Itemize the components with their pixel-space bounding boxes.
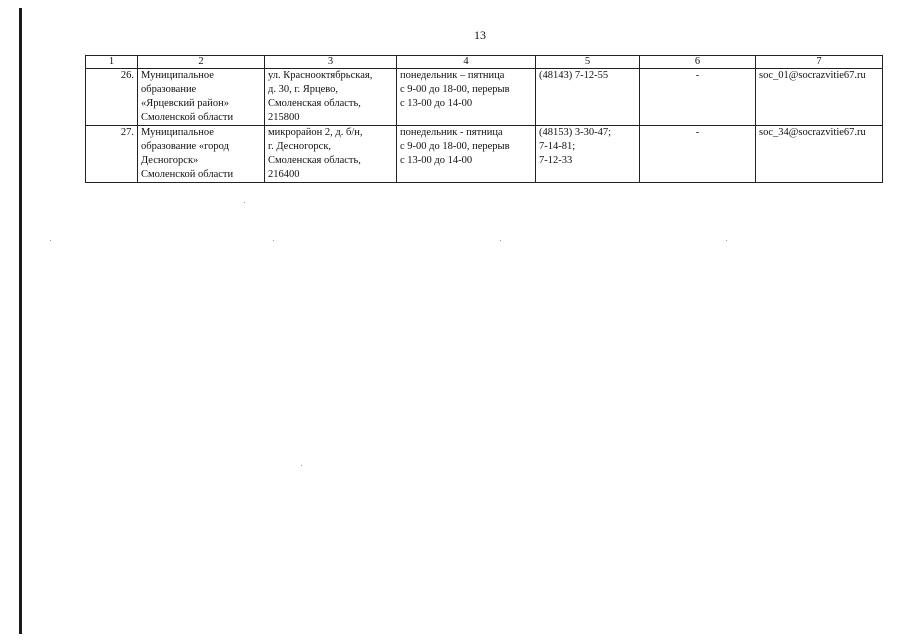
hours-line: понедельник – пятница <box>400 70 505 81</box>
column-header: 5 <box>536 56 640 69</box>
column-six-cell: - <box>640 69 756 126</box>
organization-line: Муниципальное <box>141 70 214 81</box>
scan-speck <box>50 240 51 241</box>
address-cell <box>265 126 397 183</box>
scan-speck <box>726 240 727 241</box>
address-line: д. 30, г. Ярцево, <box>268 84 339 95</box>
hours-line: с 13-00 до 14-00 <box>400 155 473 166</box>
page-number: 13 <box>474 28 486 42</box>
phone-line: 7-12-33 <box>539 155 573 166</box>
table-row <box>86 69 883 126</box>
scan-speck <box>301 465 302 466</box>
email-cell: soc_34@socrazvitie67.ru <box>756 126 883 183</box>
scan-speck <box>244 202 245 203</box>
column-header: 1 <box>86 56 138 69</box>
organization-line: Десногорск» <box>141 155 199 166</box>
organization-line: «Ярцевский район» <box>141 98 229 109</box>
column-header: 7 <box>756 56 883 69</box>
organization-line: Смоленской области <box>141 169 234 180</box>
phone-line: 7-14-81; <box>539 141 576 152</box>
hours-line: с 13-00 до 14-00 <box>400 98 473 109</box>
organization-line: образование «город <box>141 141 229 152</box>
scan-edge-line <box>19 8 22 634</box>
hours-cell <box>397 69 536 126</box>
address-line: ул. Краснооктябрьская, <box>268 70 373 81</box>
column-header: 4 <box>397 56 536 69</box>
hours-line: с 9-00 до 18-00, перерыв <box>400 141 510 152</box>
hours-line: с 9-00 до 18-00, перерыв <box>400 84 510 95</box>
address-line: г. Десногорск, <box>268 141 332 152</box>
row-number: 26. <box>86 69 138 126</box>
email-cell: soc_01@socrazvitie67.ru <box>756 69 883 126</box>
phone-cell <box>536 69 640 126</box>
hours-cell <box>397 126 536 183</box>
address-line: Смоленская область, <box>268 155 361 166</box>
address-line: 216400 <box>268 169 300 180</box>
organizations-table <box>85 55 883 183</box>
column-six-cell: - <box>640 126 756 183</box>
organization-line: Муниципальное <box>141 127 214 138</box>
column-header: 6 <box>640 56 756 69</box>
organization-line: образование <box>141 84 197 95</box>
phone-line: (48153) 3-30-47; <box>539 127 612 138</box>
hours-line: понедельник - пятница <box>400 127 503 138</box>
organization-cell <box>138 69 265 126</box>
phone-line: (48143) 7-12-55 <box>539 70 609 81</box>
row-number: 27. <box>86 126 138 183</box>
organization-line: Смоленской области <box>141 112 234 123</box>
column-header: 3 <box>265 56 397 69</box>
address-cell <box>265 69 397 126</box>
table-row <box>86 126 883 183</box>
address-line: микрорайон 2, д. б/н, <box>268 127 363 138</box>
address-line: 215800 <box>268 112 300 123</box>
column-header: 2 <box>138 56 265 69</box>
organization-cell <box>138 126 265 183</box>
phone-cell <box>536 126 640 183</box>
header-row <box>86 56 883 69</box>
address-line: Смоленская область, <box>268 98 361 109</box>
scan-speck <box>273 240 274 241</box>
scan-speck <box>500 240 501 241</box>
